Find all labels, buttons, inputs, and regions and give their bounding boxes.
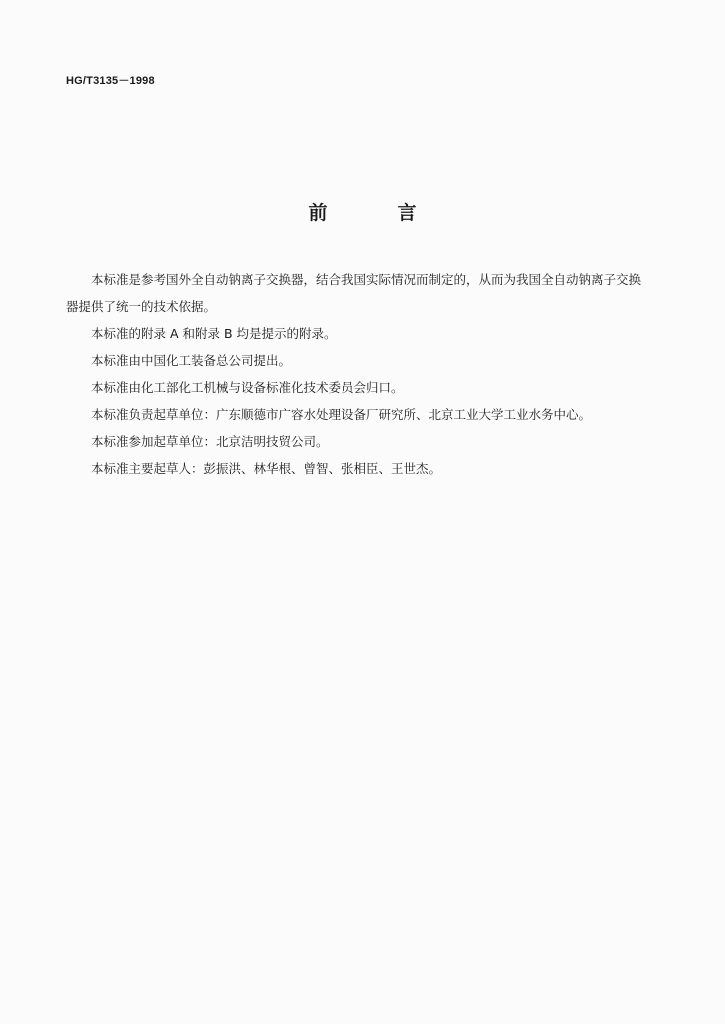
title-char-2: 言 bbox=[397, 202, 417, 224]
paragraph: 本标准参加起草单位：北京洁明技贸公司。 bbox=[91, 434, 329, 449]
paragraph: 本标准由中国化工装备总公司提出。 bbox=[91, 353, 292, 368]
foreword-body bbox=[66, 266, 646, 482]
page-title bbox=[0, 198, 725, 225]
standard-code: HG/T3135－1998 bbox=[66, 75, 155, 87]
paragraph: 本标准主要起草人：彭振洪、林华根、曾智、张相臣、王世杰。 bbox=[91, 461, 442, 476]
paragraph: 本标准负责起草单位：广东顺德市广容水处理设备厂研究所、北京工业大学工业水务中心。 bbox=[91, 407, 592, 422]
paragraph: 本标准由化工部化工机械与设备标准化技术委员会归口。 bbox=[91, 380, 404, 395]
paragraph: 本标准是参考国外全自动钠离子交换器，结合我国实际情况而制定的，从而为我国全自动钠离子交换器提供了统一的技术依据。 bbox=[66, 272, 642, 314]
paragraph: 本标准的附录 A 和附录 B 均是提示的附录。 bbox=[91, 326, 337, 341]
title-char-1: 前 bbox=[308, 202, 328, 224]
